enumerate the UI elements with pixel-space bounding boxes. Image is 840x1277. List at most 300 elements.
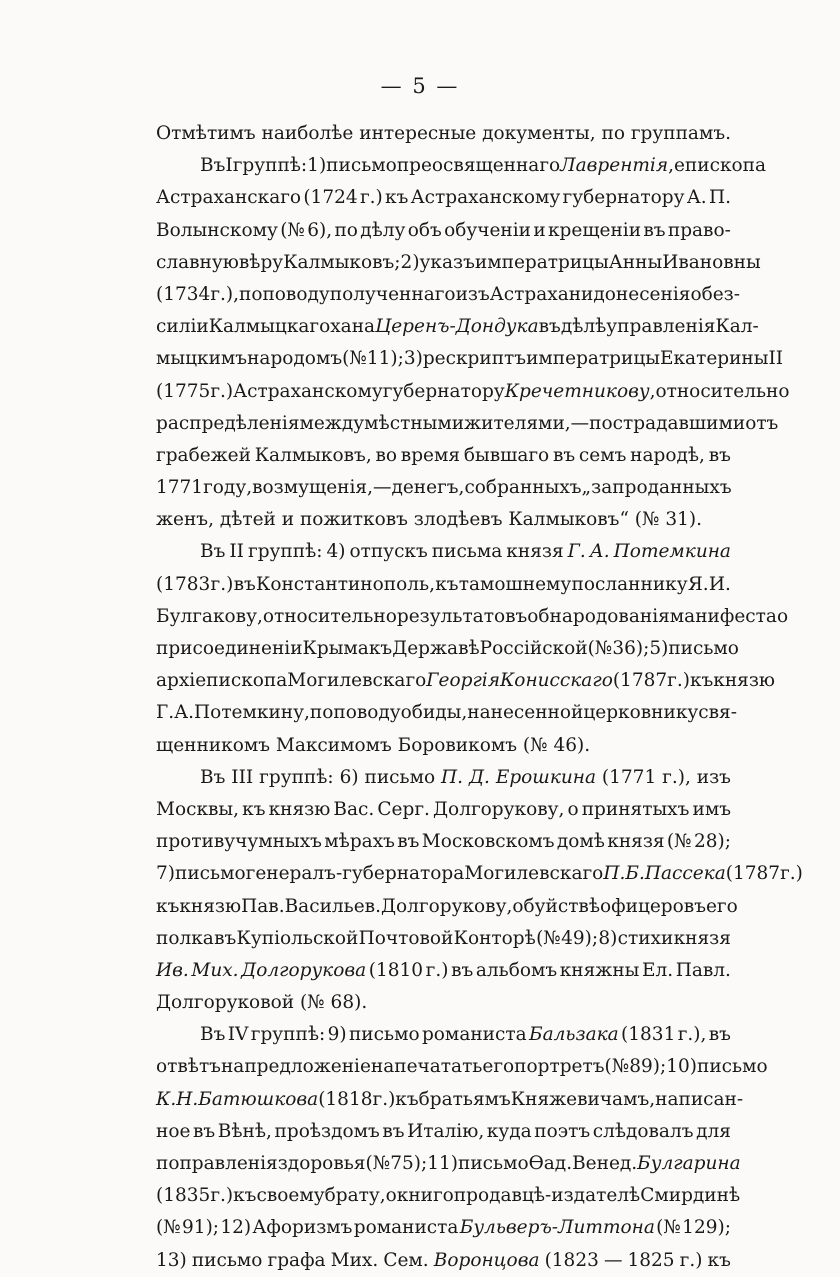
word: отъ [745,412,779,434]
italic-word: Бальзака [529,1024,619,1046]
word: 10) [666,1056,698,1078]
word: Калмыковъ, [254,444,372,466]
text-line [156,730,731,762]
word: Ел. [641,959,674,981]
word: дѣлѣ [560,316,607,338]
text-line [156,343,784,375]
word: (1835 [156,1185,211,1207]
word: I [225,155,233,177]
word: IV [227,1024,249,1046]
word: офицеровъ [600,895,706,917]
word: 9) [327,1024,347,1046]
word: 1) [307,155,327,177]
word: генералъ-губернатора [245,863,465,885]
text-line [156,150,767,182]
word: къ [707,1249,731,1271]
text-line [156,376,790,408]
word: вѣру [238,251,284,273]
text-line [156,794,731,826]
word: Екатерины [659,348,769,370]
word: Москвы, [156,798,240,820]
word: 11); [366,348,404,370]
word: Серг. [377,798,430,820]
text-line [156,408,779,440]
italic-word: А. [589,541,610,563]
word: 89); [629,1056,667,1078]
italic-word: Булгарина [637,1153,741,1174]
word: — [570,412,590,434]
word: Могилевскаго [464,863,604,885]
word: тамошнему [458,573,572,595]
word: о [385,1185,397,1207]
word: поэтъ [534,1120,591,1142]
word: рескриптъ [422,348,527,370]
word: губернатору [562,187,685,209]
word: 6), [307,219,333,241]
text-line [156,1180,741,1212]
italic-word: Г. [567,541,586,563]
word: 36); [612,638,650,659]
italic-word: П. [441,766,464,788]
word: II [768,348,784,370]
page-number: — 5 — [380,74,460,98]
italic-word: К. [156,1088,177,1110]
word: группѣ: [250,1024,326,1046]
word: силіи [156,316,209,338]
word: г.) [425,959,449,981]
word: (1734 [156,283,211,305]
word: 6) [339,766,359,788]
word: письмо [697,1056,768,1078]
word: по [309,702,334,724]
word: (1823 [544,1249,599,1271]
word: князю [179,895,242,917]
italic-word: Георгія [426,670,500,692]
text-line [156,311,759,343]
word: (№ [280,219,305,241]
word: 129); [682,1217,731,1239]
word: (№ [666,831,692,853]
word: 2) [400,251,420,273]
word: г.) [780,863,803,885]
word: Г. [156,702,175,724]
word: Въ [200,541,226,563]
text-line [156,472,731,504]
word: 13) [156,1249,187,1271]
word: группѣ: [248,541,323,563]
italic-word: Воронцова [433,1249,540,1271]
text-line [156,987,731,1019]
word: къ [368,638,393,659]
word: преосвященнаго [396,155,561,177]
word: Волынскому [156,219,278,241]
word: семъ [578,444,627,466]
word: поводу [333,702,401,724]
word: его [482,1056,515,1078]
italic-word: Долгорукова [241,959,367,981]
word: по [238,283,263,305]
word: братьямъ [418,1088,511,1110]
word: 1825 [627,1249,675,1271]
word: ное [156,1120,191,1142]
text-line [156,1148,741,1180]
italic-word: Ерошкина [495,766,596,788]
word: письмо [668,638,739,659]
word: г.), [662,766,691,788]
word: 5) [649,638,669,659]
word: въ [193,1120,216,1142]
word: (1775 [156,380,211,402]
word: А. [686,187,707,209]
word: полученнаго [329,283,456,305]
word: III [231,766,254,788]
text-line [156,1084,744,1116]
word: 4) [326,541,346,563]
word: (№ [656,1217,681,1239]
word: къ [385,187,409,209]
word: отпускъ [349,541,428,563]
word: (№ [587,638,613,659]
word: грабежей [156,444,251,466]
word: романиста [421,1024,527,1046]
word: князя [506,541,564,563]
word: собранныхъ [464,477,582,499]
italic-word: Потемкина [613,541,731,563]
word: и [533,219,546,241]
text-line [156,118,731,150]
word: П. [708,187,731,209]
word: обиды, [400,702,468,724]
word: 12) [220,1217,252,1239]
word: Константинополь, [256,573,435,595]
word: къ [242,798,266,820]
word: Венед. [572,1153,638,1174]
word: (№ [342,348,367,370]
word: Могилевскаго [287,670,427,692]
word: Въ [200,766,226,788]
word: въ [382,1120,405,1142]
word: право- [667,219,731,241]
word: во [375,444,398,466]
word: 75); [390,1153,428,1174]
text-line [156,762,731,794]
word: г.) [667,670,690,692]
word: его [705,895,738,917]
word: славную [156,251,239,273]
text-line [156,1212,731,1244]
word: въ [451,959,474,981]
word: къ [435,573,459,595]
word: Анны [608,251,663,273]
word: Въ [200,1024,226,1046]
word: , [649,380,656,402]
word: 28); [693,831,731,853]
text-line [156,923,731,955]
word: И. [708,573,731,595]
word: возмущенія, [252,477,373,499]
italic-word: Н. [176,1088,199,1110]
word: домѣ [556,831,605,853]
word: альбомъ [475,959,558,981]
word: — [372,477,392,499]
word: для [696,1120,731,1142]
text-line [156,665,776,697]
word: (1831 [621,1024,676,1046]
word: полка [156,927,214,949]
italic-word: Б. [625,863,645,885]
italic-word: Ив. [156,959,189,981]
word: , [668,155,674,177]
word: свя- [698,702,737,724]
word: народѣ, [630,444,705,466]
word: буйствѣ [523,895,601,917]
word: — [603,1249,623,1271]
word: по [334,219,358,241]
word: архіепископа [156,670,288,692]
word: имъ [692,798,731,820]
word: г.) [210,1185,234,1207]
word: о [567,798,579,820]
text-run: Долгоруковой (№ 68). [156,992,368,1014]
word: портретъ [514,1056,605,1078]
word: манифеста [669,605,777,627]
word: изъ [696,766,731,788]
word: году, [203,477,253,499]
word: брату, [324,1185,386,1207]
word: (№ [156,1217,181,1239]
word: князя [673,927,731,949]
body-text [156,118,803,1277]
text-line [156,955,731,987]
word: Конторѣ [453,927,536,949]
word: 11) [427,1153,458,1174]
word: мыцкимъ [156,348,248,370]
word: группѣ: [259,766,334,788]
word: въ [214,927,237,949]
word: принятыхъ [581,798,690,820]
word: епископа [673,155,767,177]
word: группѣ: [232,155,308,177]
word: Московскомъ [421,831,555,853]
text-line [156,215,731,247]
word: г.) [679,1249,703,1271]
word: поправленія [156,1153,278,1174]
italic-word: Батюшкова [198,1088,319,1110]
word: письма [431,541,503,563]
text-run: женъ, дѣтей и пожитковъ злодѣевъ Калмыковъ“ (№ 31). [156,509,703,531]
word: князю [268,798,331,820]
word: 1771 [156,477,204,499]
word: въ [397,831,420,853]
word: Княжевичамъ, [510,1088,656,1110]
word: 3) [403,348,423,370]
word: Купіольской [236,927,359,949]
word: письмо [457,1153,529,1174]
text-line [156,826,731,858]
word: Въ [200,155,226,177]
text-line [156,536,731,568]
word: относительно [655,380,790,402]
word: стихи [617,927,674,949]
word: Кал- [715,316,759,338]
word: написан- [655,1088,744,1110]
word: проѣздомъ [274,1120,380,1142]
word: Долгорукову, [380,895,513,917]
word: (1818 [318,1088,373,1110]
word: Пав. [241,895,285,917]
italic-word: П. [603,863,626,885]
word: II [229,541,244,563]
word: г.) [359,187,383,209]
word: Державѣ [392,638,480,659]
word: результатовъ [396,605,528,627]
word: обнародованія [527,605,670,627]
word: указъ [419,251,475,273]
word: дѣлу [360,219,406,241]
word: князя [607,831,665,853]
word: (1783 [156,573,211,595]
word: хана [330,316,376,338]
word: къ [689,670,714,692]
word: мѣрахъ [324,831,395,853]
word: противучумныхъ [156,831,322,853]
word: Афоризмъ [252,1217,353,1239]
word: Астраханскаго [156,187,302,209]
word: жителями, [464,412,571,434]
word: князю [713,670,776,692]
word: присоединеніи [156,638,303,659]
word: въ [643,219,666,241]
word: „за [581,477,613,499]
italic-word: Кречетникову [504,380,650,402]
word: Булгакову, [156,605,263,627]
word: распредѣленія [156,412,300,434]
word: время [400,444,461,466]
word: Почтовой [358,927,454,949]
word: Долгорукову, [433,798,565,820]
word: 8) [598,927,618,949]
word: церковнику [583,702,699,724]
word: слѣдовалъ [592,1120,694,1142]
word: книгопродавцѣ-издателѣ [396,1185,641,1207]
word: Калмыцкаго [208,316,331,338]
word: 91); [182,1217,220,1239]
word: письмо [175,863,246,885]
word: поводу [262,283,330,305]
word: Калмыковъ; [283,251,401,273]
word: Смирдинѣ [640,1185,741,1207]
text-line [156,440,731,472]
word: крещеніи [547,219,642,241]
word: Вѣнѣ, [217,1120,272,1142]
word: предложеніе [244,1056,371,1078]
word: проданныхъ [612,477,732,499]
word: романиста [353,1217,459,1239]
text-line [156,697,737,729]
text-line [156,1116,731,1148]
word: къ [156,895,180,917]
word: куда [486,1120,532,1142]
word: Крыма [302,638,369,659]
word: въ [538,316,561,338]
word: письмо [326,155,397,177]
word: народомъ [247,348,343,370]
word: г.) [210,380,234,402]
word: Астраханскому [233,380,383,402]
word: о [690,283,702,305]
word: объ [407,219,442,241]
word: графа [267,1249,326,1271]
text-line [156,633,739,665]
text-line [156,279,741,311]
word: Россійской [479,638,588,659]
word: (1787 [612,670,668,692]
word: денегъ, [391,477,465,499]
italic-word: Пассека [644,863,726,885]
word: Ѳад. [528,1153,573,1174]
word: на [220,1056,245,1078]
text-line [156,1245,731,1277]
word: Я. [687,573,709,595]
word: своему [256,1185,325,1207]
word: нанесенной [467,702,584,724]
word: о [776,605,789,627]
text-line [156,601,789,633]
word: (1724 [303,187,358,209]
text-line [156,858,803,890]
word: здоровья [277,1153,366,1174]
word: управленія [606,316,716,338]
text-line [156,1051,768,1083]
italic-word: Церенъ-Дондука [375,316,539,338]
word: 49); [561,927,599,949]
text-line [156,182,731,214]
word: обученіи [444,219,531,241]
word: г.), [210,283,239,305]
word: г.), [677,1024,707,1046]
word: Вас. [333,798,375,820]
word: губернатору [382,380,505,402]
word: отвѣтъ [156,1056,221,1078]
word: (№ [536,927,561,949]
italic-word: Д. [468,766,490,788]
word: императрицы [526,348,660,370]
word: къ [233,1185,257,1207]
word: императрицы [474,251,609,273]
text-line [156,504,731,536]
word: о [512,895,524,917]
word: А. [174,702,195,724]
word: напечатать [370,1056,483,1078]
text-run: Отмѣтимъ наиболѣе интересные документы, по группамъ. [156,123,731,144]
word: (1771 [601,766,657,788]
text-line [156,569,731,601]
word: Италію, [407,1120,485,1142]
italic-word: Лаврентія [560,155,669,177]
text-line [156,1019,731,1051]
word: письмо [191,1249,263,1271]
italic-word: Мих. [191,959,239,981]
word: (№ [365,1153,391,1174]
word: без- [701,283,741,305]
word: къ [395,1088,419,1110]
word: въ [233,573,256,595]
word: между [299,412,365,434]
word: Астраханскому [410,187,561,209]
word: въ [708,444,731,466]
word: г.) [372,1088,396,1110]
word: посланнику [571,573,688,595]
